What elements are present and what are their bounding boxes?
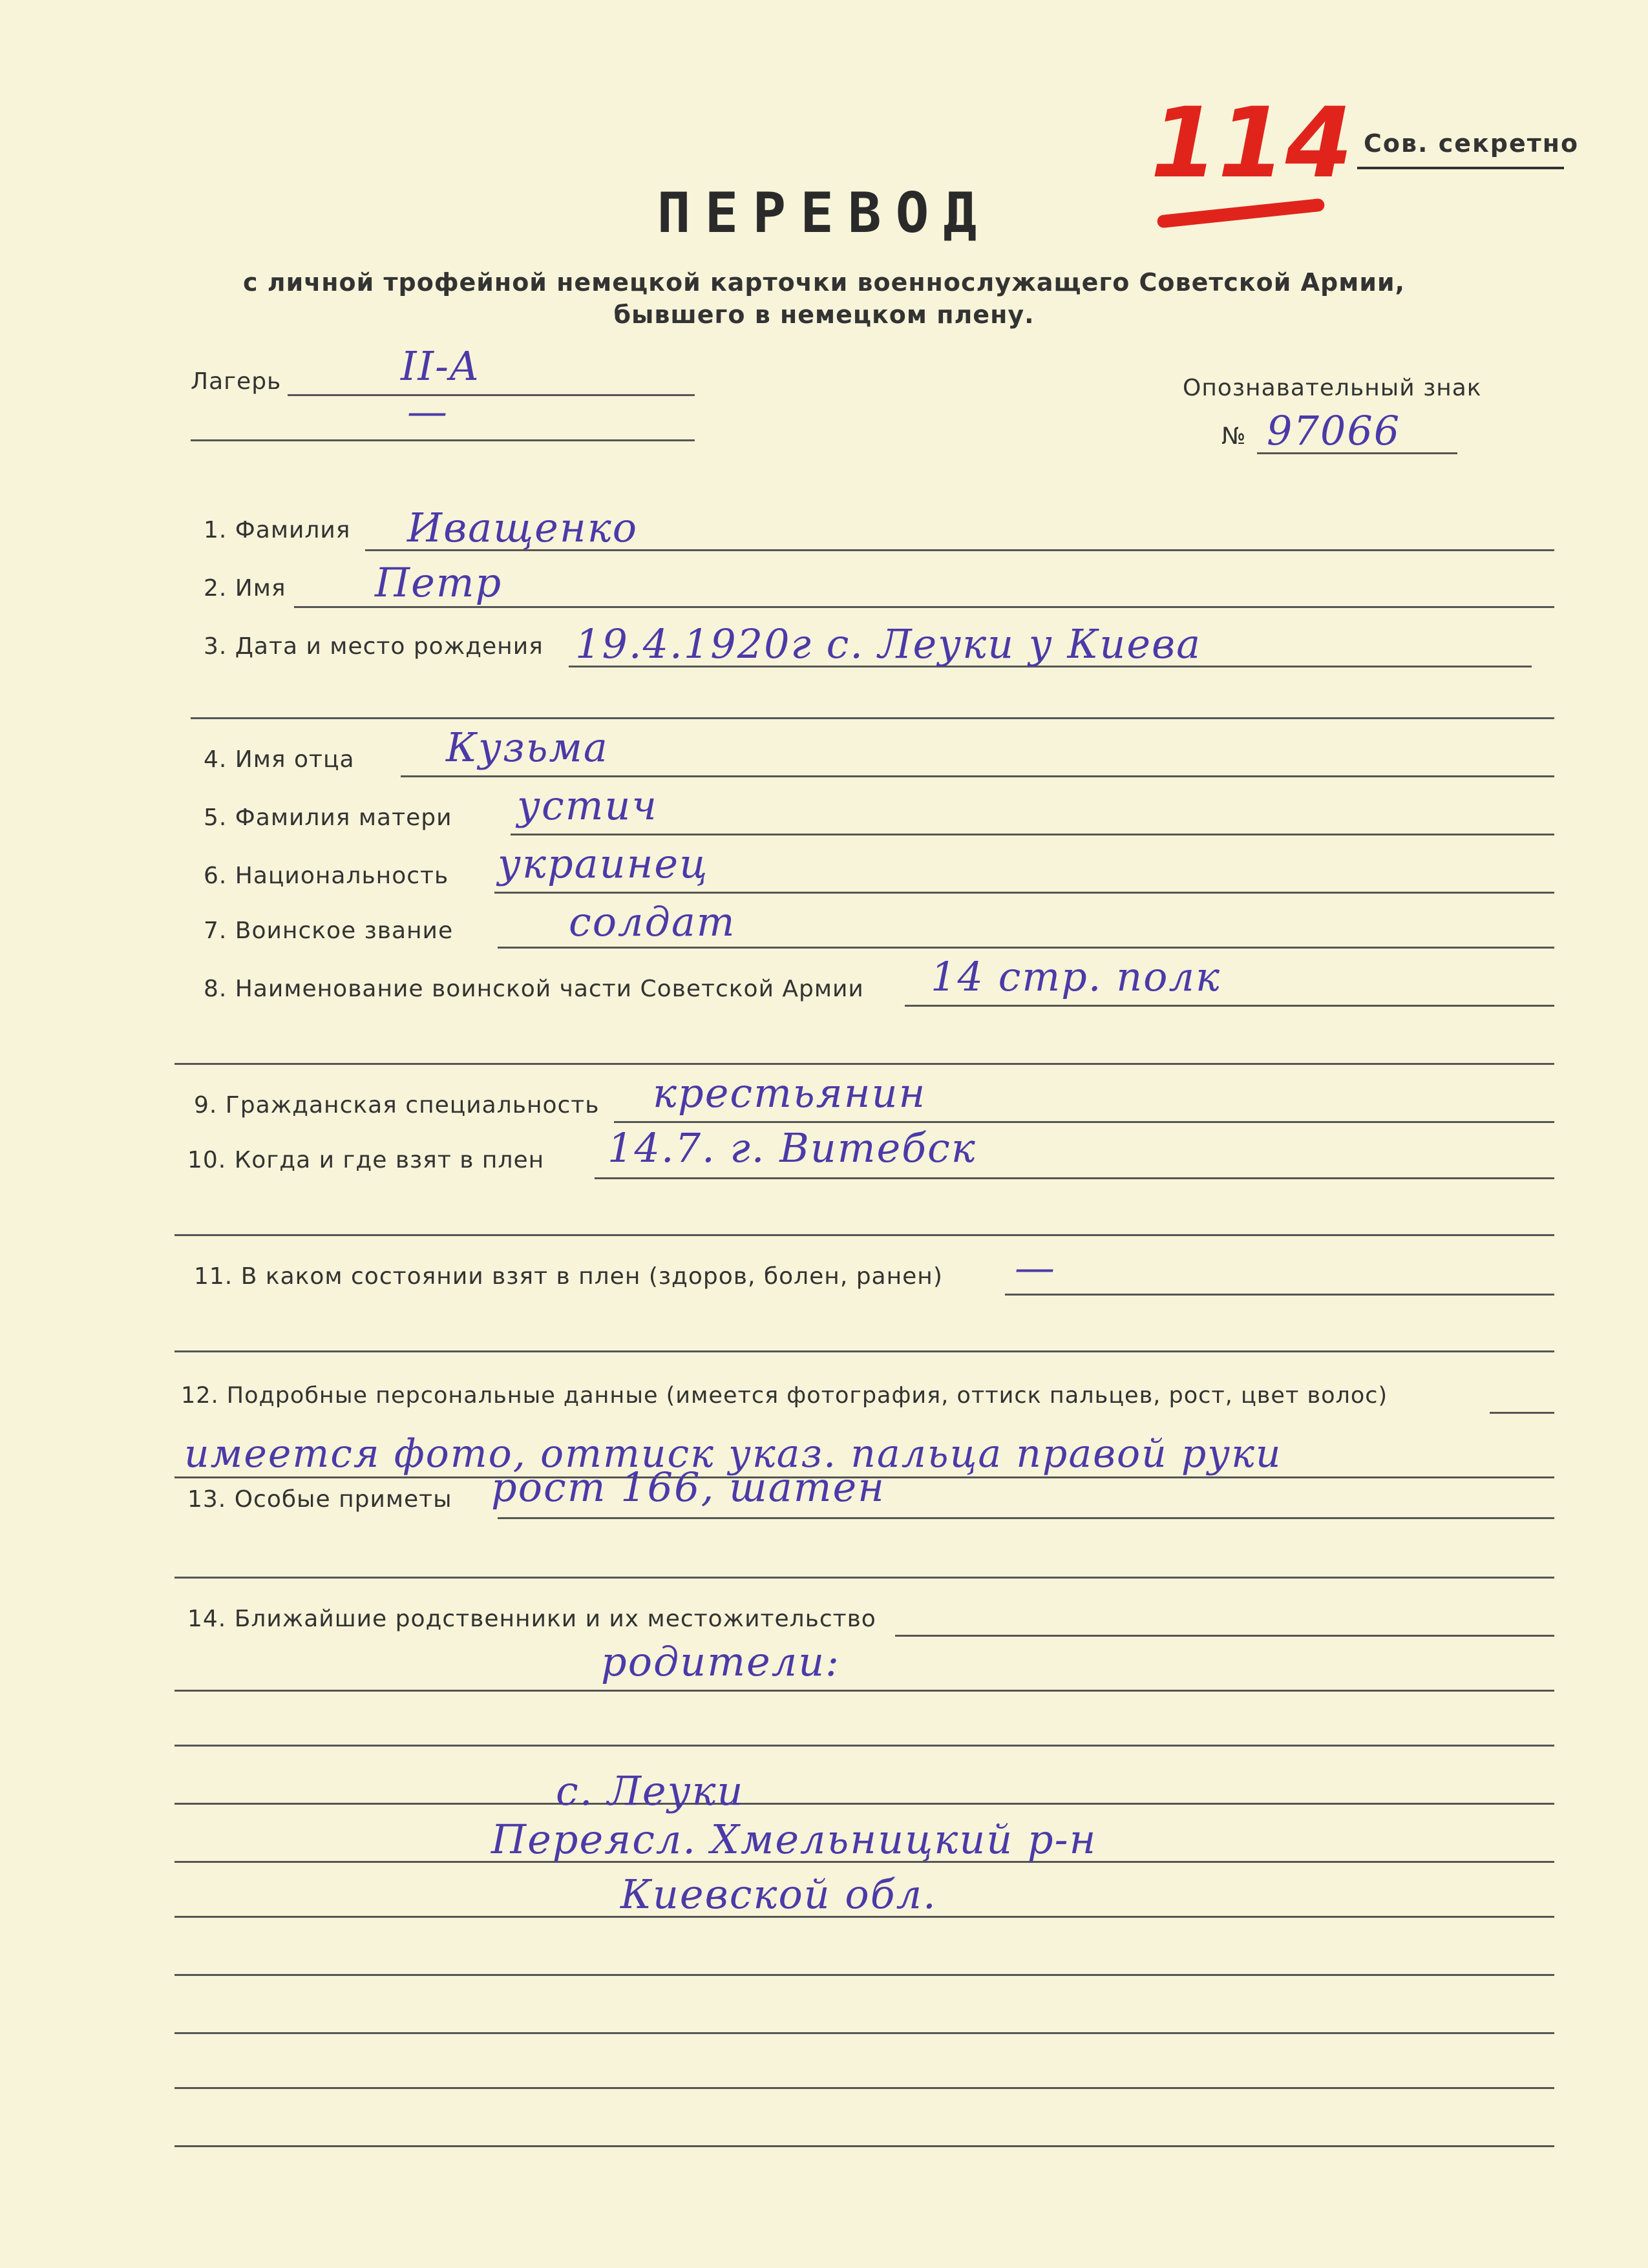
relatives-rule-9 — [174, 2145, 1554, 2147]
number-sign: № — [1221, 423, 1247, 450]
field-4-value: Кузьма — [446, 724, 609, 771]
camp-value-2: — — [407, 388, 449, 435]
field-2-value: Петр — [375, 559, 503, 606]
subtitle-line-1: с личной трофейной немецкой карточки военнослужащего Советской Армии, — [242, 268, 1406, 297]
field-2-rule — [294, 606, 1554, 608]
camp-rule-2 — [191, 439, 695, 441]
camp-value: II-A — [401, 342, 480, 390]
camp-label: Лагерь — [191, 368, 282, 395]
field-6-label: 6. Национальность — [204, 863, 449, 889]
field-5-label: 5. Фамилия матери — [204, 804, 452, 831]
field-13-rule-2 — [174, 1577, 1554, 1579]
field-11-rule — [1005, 1294, 1554, 1296]
field-6-rule — [494, 892, 1554, 894]
field-11-value: — — [1015, 1244, 1056, 1291]
field-10-value: 14.7. г. Витебск — [607, 1124, 977, 1171]
field-5-rule — [511, 834, 1554, 835]
subtitle-line-2: бывшего в немецком плену. — [613, 300, 1035, 329]
relatives-line-1: родители: — [601, 1638, 841, 1685]
field-2-label: 2. Имя — [204, 575, 286, 602]
red-handwritten-number: 114 — [1150, 87, 1353, 200]
field-3-value: 19.4.1920г с. Леуки у Киева — [575, 620, 1202, 667]
field-7-value: солдат — [569, 898, 736, 945]
field-1-value: Иващенко — [407, 504, 639, 551]
field-7-label: 7. Воинское звание — [204, 918, 454, 944]
camp-rule — [288, 394, 695, 396]
relatives-line-3: Переясл. Хмельницкий р-н — [491, 1816, 1097, 1863]
field-11-label: 11. В каком состоянии взят в плен (здоров, болен, ранен) — [194, 1263, 943, 1290]
field-10-rule-2 — [174, 1234, 1554, 1236]
relatives-rule-7 — [174, 2032, 1554, 2034]
field-7-rule — [498, 947, 1554, 949]
page-title: ПЕРЕВОД — [657, 181, 991, 246]
field-3-label: 3. Дата и место рождения — [204, 633, 544, 660]
field-8-rule-2 — [174, 1063, 1554, 1065]
relatives-line-4: Киевской обл. — [620, 1871, 937, 1918]
field-12-value: имеется фото, оттиск указ. пальца правой руки — [184, 1431, 1282, 1476]
field-12-rule — [1490, 1412, 1554, 1414]
relatives-rule-3 — [174, 1803, 1554, 1805]
field-5-value: устич — [517, 782, 658, 829]
id-tag-label: Опознавательный знак — [1183, 375, 1482, 401]
field-10-label: 10. Когда и где взят в плен — [187, 1147, 545, 1173]
field-3-rule-2 — [191, 717, 1554, 719]
relatives-rule-2 — [174, 1745, 1554, 1747]
field-6-value: украинец — [498, 840, 709, 887]
relatives-rule-8 — [174, 2087, 1554, 2089]
field-9-rule — [614, 1121, 1554, 1123]
field-8-value: 14 стр. полк — [931, 953, 1221, 1000]
field-8-label: 8. Наименование воинской части Советской Армии — [204, 976, 864, 1002]
relatives-rule-6 — [174, 1974, 1554, 1976]
field-13-label: 13. Особые приметы — [187, 1486, 452, 1513]
field-12-label: 12. Подробные персональные данные (имеется фотография, оттиск пальцев, рост, цвет волос) — [181, 1383, 1388, 1409]
field-14-rule — [895, 1635, 1554, 1637]
field-13-value: рост 166, шатен — [491, 1464, 886, 1511]
field-4-label: 4. Имя отца — [204, 746, 355, 773]
classification-stamp: Сов. секретно — [1364, 129, 1579, 158]
id-tag-value: 97066 — [1267, 407, 1401, 454]
relatives-line-2: с. Леуки — [556, 1767, 745, 1814]
field-1-label: 1. Фамилия — [204, 517, 351, 543]
field-13-rule — [498, 1517, 1554, 1519]
field-10-rule — [595, 1177, 1554, 1179]
relatives-rule-1 — [174, 1690, 1554, 1692]
field-4-rule — [401, 775, 1554, 777]
classification-underline — [1357, 167, 1564, 169]
field-14-label: 14. Ближайшие родственники и их местожительство — [187, 1606, 876, 1632]
field-9-label: 9. Гражданская специальность — [194, 1092, 600, 1118]
field-8-rule — [905, 1005, 1554, 1007]
field-11-rule-2 — [174, 1350, 1554, 1352]
field-9-value: крестьянин — [653, 1069, 927, 1117]
